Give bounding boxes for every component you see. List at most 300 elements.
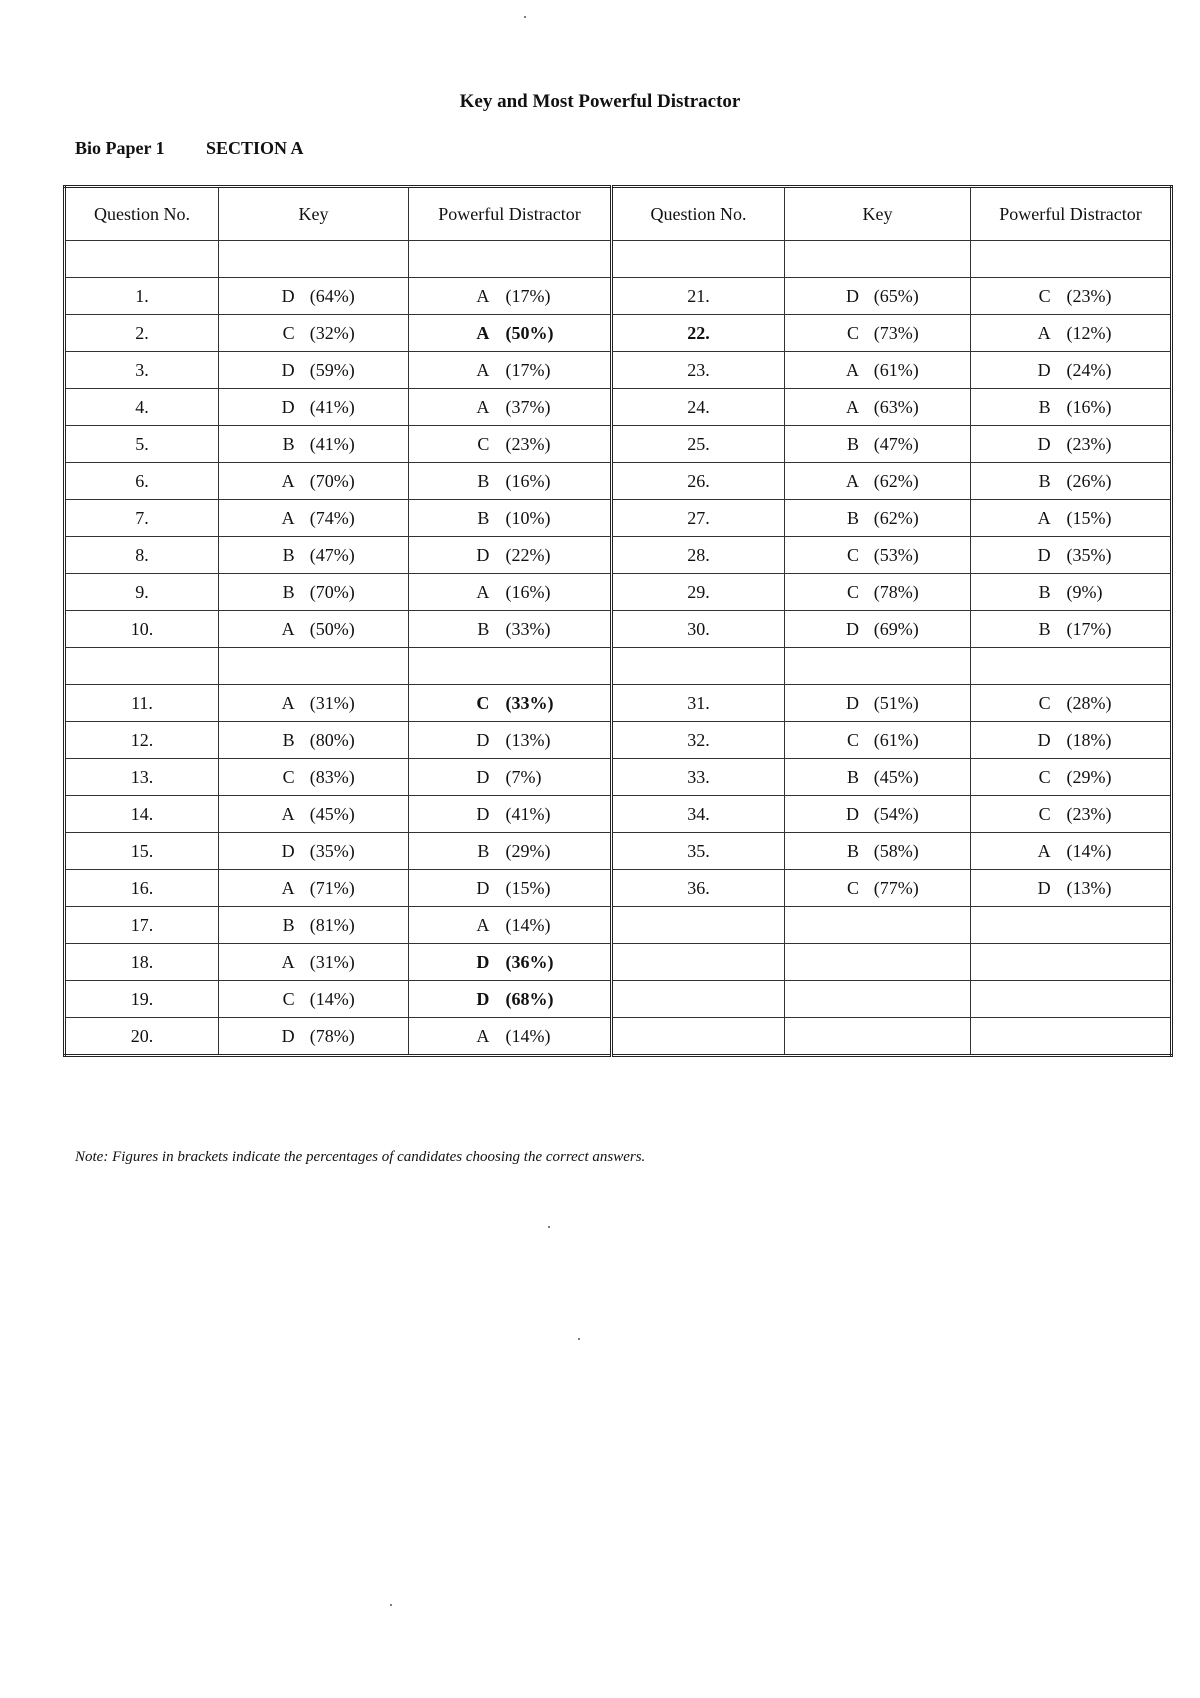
key-pair: [785, 693, 970, 714]
distractor-cell: [971, 870, 1172, 907]
empty-cell: [409, 648, 612, 685]
distractor-percent: (10%): [505, 507, 551, 528]
distractor-cell: [409, 278, 612, 315]
key-pair: [785, 323, 970, 344]
distractor-pair: [971, 767, 1170, 788]
distractor-pair: [409, 582, 610, 603]
distractor-pair: [409, 397, 610, 418]
key-letter: A: [846, 359, 859, 380]
distractor-cell: [971, 537, 1172, 574]
table-row: [65, 500, 1172, 537]
key-percent: (71%): [309, 877, 355, 898]
distractor-letter: B: [477, 470, 490, 491]
key-cell: [785, 463, 971, 500]
distractor-letter: C: [1038, 692, 1051, 713]
distractor-pair: [971, 286, 1170, 307]
empty-cell: [971, 944, 1172, 981]
key-pair: [785, 360, 970, 381]
key-pair: [219, 545, 408, 566]
key-letter: D: [281, 396, 295, 417]
distractor-letter: A: [476, 914, 490, 935]
distractor-letter: D: [476, 951, 490, 972]
distractor-pair: [971, 360, 1170, 381]
table-row: [65, 870, 1172, 907]
distractor-percent: (7%): [505, 766, 542, 787]
empty-cell: [612, 1018, 785, 1056]
key-cell: [785, 537, 971, 574]
table-row: [65, 463, 1172, 500]
distractor-letter: C: [476, 692, 490, 713]
distractor-cell: [409, 315, 612, 352]
key-pair: [219, 1026, 408, 1047]
distractor-pair: [971, 693, 1170, 714]
key-pair: [219, 619, 408, 640]
distractor-letter: D: [1037, 544, 1051, 565]
empty-cell: [612, 981, 785, 1018]
key-pair: [219, 508, 408, 529]
distractor-percent: (28%): [1066, 692, 1112, 713]
distractor-cell: [409, 611, 612, 648]
distractor-pair: [409, 730, 610, 751]
distractor-percent: (37%): [505, 396, 551, 417]
scan-speck: [548, 1226, 550, 1228]
key-pair: [219, 767, 408, 788]
key-letter: B: [846, 507, 859, 528]
question-number: 1.: [65, 278, 219, 315]
distractor-percent: (14%): [505, 1025, 551, 1046]
distractor-cell: [971, 352, 1172, 389]
key-pair: [219, 323, 408, 344]
table-row: [65, 833, 1172, 870]
table-row: [65, 389, 1172, 426]
key-cell: [785, 870, 971, 907]
distractor-letter: C: [1038, 803, 1051, 824]
distractor-cell: [971, 463, 1172, 500]
key-cell: [219, 352, 409, 389]
empty-cell: [971, 648, 1172, 685]
key-letter: B: [846, 766, 859, 787]
empty-cell: [785, 981, 971, 1018]
key-percent: (45%): [873, 766, 919, 787]
key-pair: [785, 471, 970, 492]
question-number: 5.: [65, 426, 219, 463]
empty-cell: [65, 241, 219, 278]
distractor-percent: (23%): [1066, 803, 1112, 824]
key-cell: [219, 1018, 409, 1056]
distractor-pair: [971, 582, 1170, 603]
distractor-cell: [971, 722, 1172, 759]
key-letter: A: [281, 803, 295, 824]
empty-cell: [785, 241, 971, 278]
question-number: 17.: [65, 907, 219, 944]
key-percent: (65%): [873, 285, 919, 306]
distractor-letter: D: [1037, 433, 1051, 454]
key-cell: [219, 796, 409, 833]
key-pair: [219, 360, 408, 381]
distractor-letter: D: [476, 877, 490, 898]
distractor-cell: [971, 278, 1172, 315]
key-cell: [785, 315, 971, 352]
question-number: 32.: [612, 722, 785, 759]
key-percent: (78%): [873, 581, 919, 602]
empty-cell: [971, 907, 1172, 944]
key-percent: (35%): [309, 840, 355, 861]
empty-cell: [409, 241, 612, 278]
key-percent: (31%): [309, 692, 355, 713]
distractor-pair: [409, 323, 610, 344]
key-pair: [219, 989, 408, 1010]
key-cell: [785, 685, 971, 722]
distractor-percent: (23%): [505, 433, 551, 454]
key-cell: [219, 759, 409, 796]
table-row: [65, 278, 1172, 315]
key-percent: (32%): [309, 322, 355, 343]
key-percent: (62%): [873, 507, 919, 528]
key-cell: [785, 278, 971, 315]
distractor-cell: [409, 685, 612, 722]
distractor-percent: (68%): [505, 988, 554, 1009]
table-row: [65, 685, 1172, 722]
empty-cell: [971, 1018, 1172, 1056]
question-number: 10.: [65, 611, 219, 648]
distractor-pair: [971, 545, 1170, 566]
distractor-pair: [971, 434, 1170, 455]
key-pair: [219, 286, 408, 307]
key-percent: (70%): [309, 470, 355, 491]
key-pair: [219, 471, 408, 492]
key-cell: [785, 426, 971, 463]
distractor-percent: (14%): [1066, 840, 1112, 861]
key-letter: A: [281, 470, 295, 491]
key-letter: A: [281, 877, 295, 898]
key-cell: [219, 944, 409, 981]
table-row: [65, 981, 1172, 1018]
distractor-pair: [409, 508, 610, 529]
question-number: 15.: [65, 833, 219, 870]
key-cell: [219, 685, 409, 722]
key-cell: [785, 833, 971, 870]
table-row: [65, 574, 1172, 611]
key-letter: C: [846, 581, 859, 602]
distractor-pair: [409, 841, 610, 862]
distractor-percent: (13%): [505, 729, 551, 750]
key-pair: [785, 878, 970, 899]
empty-cell: [971, 981, 1172, 1018]
question-number: 29.: [612, 574, 785, 611]
table-row: [65, 1018, 1172, 1056]
table-row: [65, 907, 1172, 944]
key-cell: [785, 759, 971, 796]
key-cell: [219, 870, 409, 907]
distractor-letter: C: [1038, 766, 1051, 787]
key-cell: [219, 278, 409, 315]
distractor-cell: [971, 611, 1172, 648]
key-letter: D: [846, 803, 859, 824]
key-letter: A: [281, 507, 295, 528]
key-pair: [785, 730, 970, 751]
distractor-pair: [409, 804, 610, 825]
distractor-letter: D: [476, 729, 490, 750]
key-percent: (50%): [309, 618, 355, 639]
footnote: Note: Figures in brackets indicate the percentages of candidates choosing the correct answers.: [75, 1149, 646, 1165]
empty-cell: [971, 241, 1172, 278]
distractor-percent: (18%): [1066, 729, 1112, 750]
question-number: 24.: [612, 389, 785, 426]
distractor-cell: [409, 537, 612, 574]
key-cell: [785, 500, 971, 537]
distractor-letter: D: [476, 988, 490, 1009]
question-number: 2.: [65, 315, 219, 352]
empty-cell: [785, 648, 971, 685]
key-percent: (31%): [309, 951, 355, 972]
question-number: 36.: [612, 870, 785, 907]
distractor-pair: [409, 434, 610, 455]
key-pair: [785, 804, 970, 825]
distractor-letter: A: [476, 359, 490, 380]
distractor-cell: [409, 1018, 612, 1056]
key-pair: [785, 286, 970, 307]
question-number: 11.: [65, 685, 219, 722]
distractor-percent: (14%): [505, 914, 551, 935]
distractor-cell: [409, 833, 612, 870]
key-pair: [219, 434, 408, 455]
answer-key-table: [63, 185, 1173, 1057]
distractor-cell: [409, 759, 612, 796]
empty-cell: [785, 1018, 971, 1056]
distractor-pair: [971, 471, 1170, 492]
distractor-letter: D: [476, 803, 490, 824]
distractor-cell: [971, 796, 1172, 833]
key-pair: [785, 545, 970, 566]
key-pair: [219, 397, 408, 418]
key-percent: (74%): [309, 507, 355, 528]
distractor-percent: (24%): [1066, 359, 1112, 380]
empty-cell: [612, 241, 785, 278]
key-letter: A: [281, 692, 295, 713]
distractor-letter: B: [477, 618, 490, 639]
distractor-cell: [971, 426, 1172, 463]
key-pair: [785, 397, 970, 418]
distractor-letter: B: [1038, 470, 1051, 491]
key-letter: D: [846, 618, 859, 639]
question-number: 26.: [612, 463, 785, 500]
distractor-cell: [409, 944, 612, 981]
key-letter: B: [282, 581, 295, 602]
distractor-percent: (12%): [1066, 322, 1112, 343]
key-cell: [785, 352, 971, 389]
question-number: 8.: [65, 537, 219, 574]
key-pair: [785, 582, 970, 603]
distractor-percent: (33%): [505, 618, 551, 639]
key-letter: A: [846, 470, 859, 491]
distractor-pair: [409, 471, 610, 492]
key-letter: D: [281, 359, 295, 380]
key-letter: D: [281, 840, 295, 861]
empty-cell: [65, 648, 219, 685]
distractor-percent: (15%): [505, 877, 551, 898]
distractor-letter: A: [1037, 840, 1051, 861]
question-number: 19.: [65, 981, 219, 1018]
question-number: 20.: [65, 1018, 219, 1056]
question-number: 22.: [612, 315, 785, 352]
key-letter: C: [282, 766, 295, 787]
key-pair: [785, 841, 970, 862]
distractor-percent: (29%): [1066, 766, 1112, 787]
key-letter: C: [282, 322, 295, 343]
key-letter: B: [846, 433, 859, 454]
key-cell: [219, 463, 409, 500]
distractor-cell: [971, 500, 1172, 537]
distractor-pair: [971, 878, 1170, 899]
key-letter: A: [281, 951, 295, 972]
key-cell: [785, 389, 971, 426]
key-cell: [219, 315, 409, 352]
distractor-percent: (26%): [1066, 470, 1112, 491]
empty-cell: [219, 241, 409, 278]
key-percent: (45%): [309, 803, 355, 824]
question-number: 3.: [65, 352, 219, 389]
key-pair: [785, 767, 970, 788]
question-number: 30.: [612, 611, 785, 648]
distractor-letter: D: [1037, 359, 1051, 380]
key-pair: [785, 619, 970, 640]
distractor-percent: (50%): [505, 322, 554, 343]
distractor-pair: [409, 878, 610, 899]
empty-cell: [612, 944, 785, 981]
key-percent: (59%): [309, 359, 355, 380]
distractor-percent: (15%): [1066, 507, 1112, 528]
key-percent: (81%): [309, 914, 355, 935]
key-cell: [219, 426, 409, 463]
key-letter: D: [281, 285, 295, 306]
key-percent: (41%): [309, 433, 355, 454]
key-letter: B: [282, 729, 295, 750]
distractor-letter: D: [1037, 729, 1051, 750]
distractor-percent: (16%): [505, 581, 551, 602]
distractor-percent: (13%): [1066, 877, 1112, 898]
table-row: [65, 722, 1172, 759]
key-percent: (14%): [309, 988, 355, 1009]
scan-speck: [390, 1604, 392, 1606]
question-number: 6.: [65, 463, 219, 500]
distractor-letter: A: [476, 322, 490, 343]
key-letter: C: [846, 544, 859, 565]
header-question-no: Question No.: [612, 187, 785, 241]
distractor-letter: B: [477, 840, 490, 861]
distractor-letter: B: [1038, 396, 1051, 417]
empty-cell: [612, 648, 785, 685]
distractor-percent: (17%): [505, 359, 551, 380]
header-key: Key: [219, 187, 409, 241]
distractor-cell: [971, 759, 1172, 796]
key-cell: [219, 722, 409, 759]
question-number: 35.: [612, 833, 785, 870]
distractor-cell: [409, 981, 612, 1018]
distractor-pair: [971, 730, 1170, 751]
key-letter: B: [282, 914, 295, 935]
key-pair: [219, 878, 408, 899]
key-percent: (54%): [873, 803, 919, 824]
distractor-cell: [971, 315, 1172, 352]
distractor-pair: [409, 360, 610, 381]
distractor-letter: B: [477, 507, 490, 528]
header-powerful-distractor: Powerful Distractor: [409, 187, 612, 241]
question-number: 18.: [65, 944, 219, 981]
key-letter: A: [846, 396, 859, 417]
page-title: Key and Most Powerful Distractor: [459, 91, 741, 112]
table-row: [65, 537, 1172, 574]
distractor-pair: [971, 323, 1170, 344]
distractor-cell: [971, 833, 1172, 870]
key-percent: (61%): [873, 359, 919, 380]
key-pair: [785, 508, 970, 529]
key-percent: (63%): [873, 396, 919, 417]
distractor-cell: [409, 500, 612, 537]
table-row: [65, 315, 1172, 352]
distractor-letter: A: [476, 1025, 490, 1046]
key-percent: (77%): [873, 877, 919, 898]
empty-cell: [219, 648, 409, 685]
question-number: 9.: [65, 574, 219, 611]
question-number: 27.: [612, 500, 785, 537]
question-number: 13.: [65, 759, 219, 796]
key-percent: (62%): [873, 470, 919, 491]
key-percent: (58%): [873, 840, 919, 861]
table-row: [65, 944, 1172, 981]
paper-label: Bio Paper 1: [75, 138, 165, 158]
key-cell: [219, 833, 409, 870]
key-cell: [785, 796, 971, 833]
distractor-percent: (22%): [505, 544, 551, 565]
key-percent: (47%): [873, 433, 919, 454]
question-number: 4.: [65, 389, 219, 426]
scan-speck: [524, 16, 526, 18]
distractor-letter: C: [477, 433, 490, 454]
distractor-percent: (36%): [505, 951, 554, 972]
distractor-letter: A: [1037, 507, 1051, 528]
key-cell: [785, 722, 971, 759]
table-row: [65, 426, 1172, 463]
scan-speck: [578, 1338, 580, 1340]
distractor-percent: (23%): [1066, 433, 1112, 454]
distractor-percent: (17%): [1066, 618, 1112, 639]
key-cell: [219, 389, 409, 426]
key-cell: [219, 981, 409, 1018]
distractor-percent: (23%): [1066, 285, 1112, 306]
distractor-cell: [409, 722, 612, 759]
key-pair: [785, 434, 970, 455]
distractor-percent: (9%): [1066, 581, 1103, 602]
key-pair: [219, 582, 408, 603]
section-label: SECTION A: [206, 138, 304, 158]
key-cell: [785, 574, 971, 611]
distractor-pair: [409, 952, 610, 973]
key-percent: (51%): [873, 692, 919, 713]
distractor-pair: [971, 397, 1170, 418]
key-percent: (64%): [309, 285, 355, 306]
distractor-letter: A: [476, 396, 490, 417]
key-percent: (80%): [309, 729, 355, 750]
key-percent: (70%): [309, 581, 355, 602]
question-number: 12.: [65, 722, 219, 759]
distractor-cell: [409, 907, 612, 944]
question-number: 23.: [612, 352, 785, 389]
key-letter: C: [846, 877, 859, 898]
key-pair: [219, 804, 408, 825]
key-percent: (47%): [309, 544, 355, 565]
empty-cell: [785, 944, 971, 981]
distractor-percent: (29%): [505, 840, 551, 861]
